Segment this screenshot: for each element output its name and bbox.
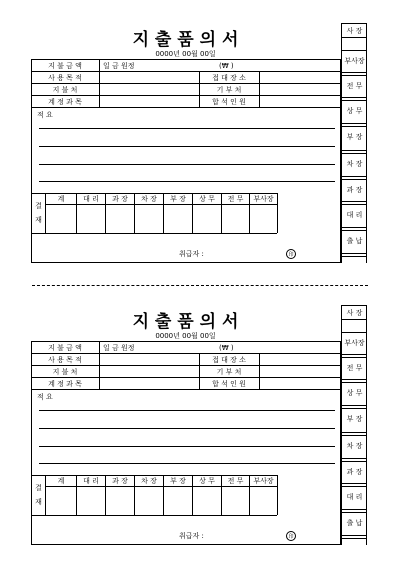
purpose-label: 사 용 목 적 — [48, 73, 82, 82]
approval-header: 상 무 — [199, 477, 215, 485]
summary-label: 적 요 — [37, 392, 53, 401]
amount-won: (₩ ) — [219, 343, 234, 352]
amount-value: 일 금 원정 — [103, 343, 135, 352]
handler-label: 취급자 : — [179, 250, 204, 258]
purpose-label: 사 용 목 적 — [48, 355, 82, 364]
seal-mark: 印 — [286, 531, 296, 541]
approval-header: 부 장 — [170, 195, 186, 203]
side-general-manager: 부 장 — [346, 132, 363, 141]
donation-label: 기 부 처 — [216, 367, 242, 376]
side-cashier: 출 납 — [346, 236, 363, 245]
approval-header: 부사장 — [253, 477, 274, 485]
venue-label: 접 대 장 소 — [212, 73, 246, 82]
account-label: 계 정 과 목 — [48, 97, 82, 106]
form-title: 지 출 품 의 서 — [132, 312, 239, 332]
amount-label: 지 불 금 액 — [48, 61, 82, 70]
approval-header: 차 장 — [141, 477, 157, 485]
side-vice-president: 부사장 — [344, 56, 365, 65]
payee-label: 지 불 처 — [52, 85, 78, 94]
summary-label: 적 요 — [37, 110, 53, 119]
approval-header: 전 무 — [227, 477, 244, 485]
side-president: 사 장 — [346, 308, 363, 317]
approval-header: 부사장 — [253, 195, 274, 203]
amount-label: 지 불 금 액 — [48, 343, 82, 352]
side-senior-director: 전 무 — [346, 363, 363, 372]
cut-line — [32, 285, 368, 286]
approval-header: 계 — [57, 477, 65, 485]
side-general-manager: 부 장 — [346, 414, 363, 423]
approval-header: 대 리 — [83, 195, 99, 203]
side-director: 상 무 — [346, 106, 363, 115]
side-manager: 과 장 — [346, 185, 363, 194]
approval-header: 과 장 — [112, 195, 128, 203]
side-deputy-manager: 차 장 — [346, 159, 363, 168]
side-manager: 과 장 — [346, 467, 363, 476]
side-cashier: 출 납 — [346, 518, 363, 527]
form-date: 0000년 00월 00일 — [155, 332, 216, 340]
form-title: 지 출 품 의 서 — [132, 30, 239, 50]
amount-won: (₩ ) — [219, 61, 234, 70]
approval-header: 대 리 — [83, 477, 99, 485]
form-date: 0000년 00월 00일 — [155, 50, 216, 58]
side-vice-president: 부사장 — [344, 338, 365, 347]
approval-header: 전 무 — [227, 195, 244, 203]
side-director: 상 무 — [346, 388, 363, 397]
side-president: 사 장 — [346, 26, 363, 35]
side-senior-director: 전 무 — [346, 81, 363, 90]
approval-label: 결 재 — [35, 484, 42, 506]
seal-mark: 印 — [286, 249, 296, 259]
expense-form-1 — [31, 23, 367, 263]
account-label: 계 정 과 목 — [48, 379, 82, 388]
attendees-label: 합 석 인 원 — [212, 379, 246, 388]
approval-header: 차 장 — [141, 195, 157, 203]
side-assistant-manager: 대 리 — [346, 492, 363, 501]
payee-label: 지 불 처 — [52, 367, 78, 376]
expense-form-2 — [31, 305, 367, 545]
approval-header: 과 장 — [112, 477, 128, 485]
side-assistant-manager: 대 리 — [346, 210, 363, 219]
approval-label: 결 재 — [35, 202, 42, 224]
amount-value: 일 금 원정 — [103, 61, 135, 70]
approval-header: 부 장 — [170, 477, 186, 485]
donation-label: 기 부 처 — [216, 85, 242, 94]
side-deputy-manager: 차 장 — [346, 441, 363, 450]
approval-header: 상 무 — [199, 195, 215, 203]
attendees-label: 합 석 인 원 — [212, 97, 246, 106]
approval-header: 계 — [57, 195, 65, 203]
handler-label: 취급자 : — [179, 532, 204, 540]
venue-label: 접 대 장 소 — [212, 355, 246, 364]
